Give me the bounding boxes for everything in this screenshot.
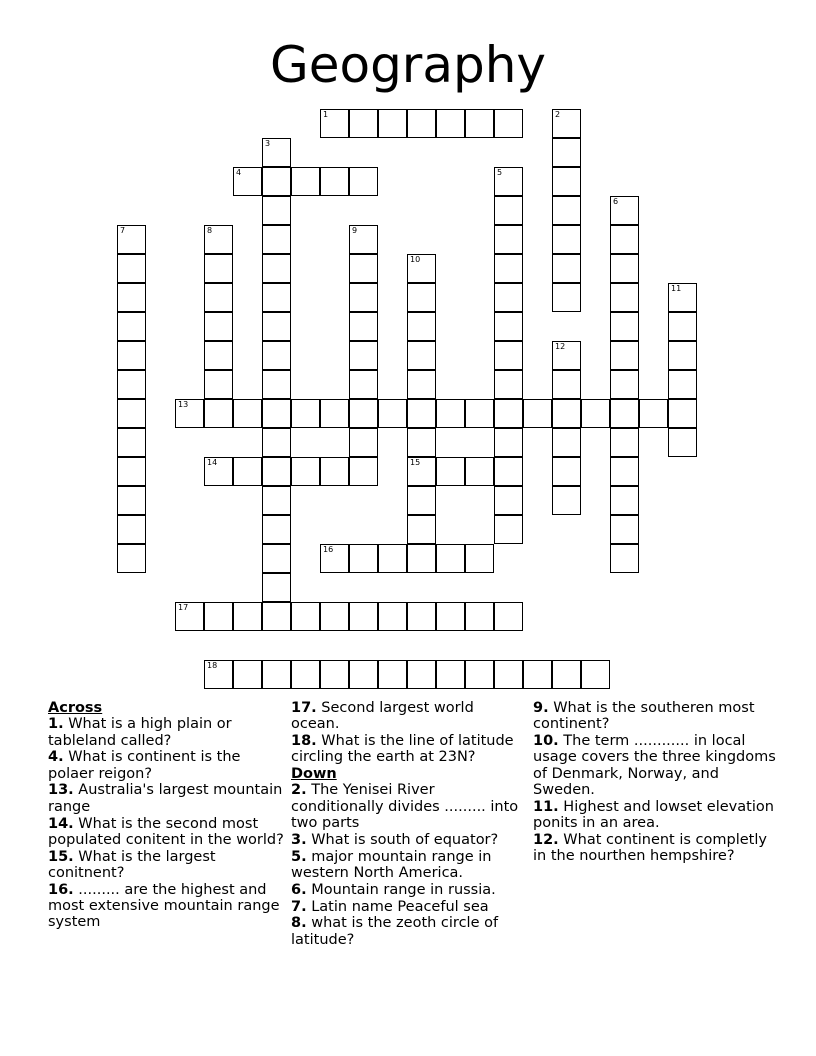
grid-cell[interactable]: [407, 254, 436, 283]
grid-cell[interactable]: [291, 167, 320, 196]
grid-cell[interactable]: [320, 457, 349, 486]
grid-cell[interactable]: [610, 283, 639, 312]
across-heading: Across: [48, 700, 103, 716]
grid-cell[interactable]: [552, 399, 581, 428]
grid-cell[interactable]: [610, 399, 639, 428]
grid-cell[interactable]: [552, 138, 581, 167]
grid-cell[interactable]: [320, 167, 349, 196]
clue-number: 1.: [48, 716, 64, 733]
clue-number: 16.: [48, 881, 74, 898]
across-clue: [291, 733, 525, 766]
grid-cell[interactable]: [233, 399, 262, 428]
grid-cell[interactable]: [175, 399, 204, 428]
grid-cell[interactable]: [494, 109, 523, 138]
grid-cell[interactable]: [349, 660, 378, 689]
grid-cell[interactable]: [552, 225, 581, 254]
grid-cell[interactable]: [407, 602, 436, 631]
grid-cell[interactable]: [320, 602, 349, 631]
clue-number: 14.: [48, 815, 74, 832]
grid-cell[interactable]: [523, 399, 552, 428]
grid-cell[interactable]: [494, 399, 523, 428]
grid-cell[interactable]: [291, 457, 320, 486]
grid-cell[interactable]: [552, 167, 581, 196]
across-clue: [48, 749, 285, 782]
grid-cell[interactable]: [494, 370, 523, 399]
grid-cell[interactable]: [349, 109, 378, 138]
grid-cell[interactable]: [552, 196, 581, 225]
grid-cell[interactable]: [494, 602, 523, 631]
down-heading: Down: [291, 766, 337, 783]
grid-cell[interactable]: [465, 109, 494, 138]
grid-cell[interactable]: [610, 312, 639, 341]
clue-number: 18.: [291, 733, 317, 750]
grid-cell[interactable]: [349, 341, 378, 370]
clue-number: 8.: [291, 915, 307, 932]
down-clue: [291, 849, 525, 882]
clues-section: [48, 700, 788, 1000]
cell-number: 6: [613, 197, 619, 206]
grid-cell[interactable]: [262, 515, 291, 544]
cell-number: 11: [671, 284, 682, 293]
down-clue: [533, 832, 783, 865]
grid-cell[interactable]: [204, 370, 233, 399]
clue-number: 5.: [291, 848, 307, 865]
grid-cell[interactable]: [262, 428, 291, 457]
grid-cell[interactable]: [610, 196, 639, 225]
grid-cell[interactable]: [436, 457, 465, 486]
clue-text: ......... are the highest and most extensive mountain range system: [48, 881, 280, 931]
grid-cell[interactable]: [117, 515, 146, 544]
grid-cell[interactable]: [494, 312, 523, 341]
clue-number: 2.: [291, 782, 307, 799]
grid-cell[interactable]: [668, 283, 697, 312]
grid-cell[interactable]: [204, 225, 233, 254]
grid-cell[interactable]: [523, 660, 552, 689]
grid-cell[interactable]: [581, 399, 610, 428]
grid-cell[interactable]: [610, 544, 639, 573]
grid-cell[interactable]: [494, 660, 523, 689]
grid-cell[interactable]: [436, 544, 465, 573]
grid-cell[interactable]: [262, 138, 291, 167]
grid-cell[interactable]: [262, 660, 291, 689]
clue-number: 7.: [291, 898, 307, 915]
grid-cell[interactable]: [581, 660, 610, 689]
grid-cell[interactable]: [407, 660, 436, 689]
grid-cell[interactable]: [465, 660, 494, 689]
grid-cell[interactable]: [407, 109, 436, 138]
grid-cell[interactable]: [117, 544, 146, 573]
down-clue: [533, 733, 783, 798]
cell-number: 2: [555, 110, 561, 119]
grid-cell[interactable]: [349, 428, 378, 457]
grid-cell[interactable]: [117, 370, 146, 399]
down-clue: [291, 899, 525, 915]
grid-cell[interactable]: [668, 370, 697, 399]
clue-text: Latin name Peaceful sea: [306, 898, 489, 915]
grid-cell[interactable]: [552, 486, 581, 515]
across-clue: [48, 816, 285, 849]
grid-cell[interactable]: [349, 399, 378, 428]
cell-number: 13: [178, 400, 189, 409]
grid-cell[interactable]: [117, 486, 146, 515]
grid-cell[interactable]: [262, 167, 291, 196]
grid-cell[interactable]: [320, 544, 349, 573]
cell-number: 8: [207, 226, 213, 235]
cell-number: 12: [555, 342, 566, 351]
grid-cell[interactable]: [378, 660, 407, 689]
clue-number: 10.: [533, 733, 559, 750]
clue-text: What is continent is the polaer reigon?: [48, 749, 241, 782]
grid-cell[interactable]: [175, 602, 204, 631]
grid-cell[interactable]: [291, 399, 320, 428]
clue-number: 11.: [533, 798, 559, 815]
cell-number: 1: [323, 110, 329, 119]
grid-cell[interactable]: [552, 283, 581, 312]
grid-cell[interactable]: [494, 428, 523, 457]
grid-cell[interactable]: [465, 544, 494, 573]
grid-cell[interactable]: [407, 486, 436, 515]
clue-text: what is the zeoth circle of latitude?: [291, 915, 499, 948]
grid-cell[interactable]: [668, 399, 697, 428]
down-clue: [291, 882, 525, 898]
grid-cell[interactable]: [117, 428, 146, 457]
across-clue: [48, 716, 285, 749]
grid-cell[interactable]: [610, 341, 639, 370]
grid-cell[interactable]: [204, 283, 233, 312]
grid-cell[interactable]: [204, 457, 233, 486]
grid-cell[interactable]: [552, 660, 581, 689]
grid-cell[interactable]: [552, 254, 581, 283]
grid-cell[interactable]: [262, 312, 291, 341]
clue-number: 9.: [533, 700, 549, 716]
grid-cell[interactable]: [291, 660, 320, 689]
grid-cell[interactable]: [262, 399, 291, 428]
grid-cell[interactable]: [204, 602, 233, 631]
clue-text: What is south of equator?: [306, 831, 499, 848]
grid-cell[interactable]: [349, 283, 378, 312]
clue-text: What continent is completly in the nourthen hempshire?: [533, 831, 767, 865]
grid-cell[interactable]: [262, 602, 291, 631]
grid-cell[interactable]: [378, 399, 407, 428]
grid-cell[interactable]: [262, 196, 291, 225]
grid-cell[interactable]: [436, 399, 465, 428]
grid-cell[interactable]: [291, 602, 320, 631]
grid-cell[interactable]: [610, 486, 639, 515]
cell-number: 9: [352, 226, 358, 235]
cell-number: 17: [178, 603, 189, 612]
grid-cell[interactable]: [320, 660, 349, 689]
grid-cell[interactable]: [204, 341, 233, 370]
grid-cell[interactable]: [117, 341, 146, 370]
clue-text: major mountain range in western North America.: [291, 848, 492, 881]
grid-cell[interactable]: [407, 515, 436, 544]
grid-cell[interactable]: [494, 515, 523, 544]
grid-cell[interactable]: [668, 312, 697, 341]
grid-cell[interactable]: [233, 660, 262, 689]
grid-cell[interactable]: [494, 167, 523, 196]
puzzle-title: Geography: [269, 36, 547, 94]
grid-cell[interactable]: [407, 312, 436, 341]
grid-cell[interactable]: [407, 428, 436, 457]
grid-cell[interactable]: [204, 660, 233, 689]
grid-cell[interactable]: [407, 457, 436, 486]
grid-cell[interactable]: [349, 312, 378, 341]
grid-cell[interactable]: [349, 254, 378, 283]
down-clue: [291, 832, 525, 848]
grid-cell[interactable]: [262, 370, 291, 399]
grid-cell[interactable]: [262, 486, 291, 515]
cell-number: 14: [207, 458, 218, 467]
grid-cell[interactable]: [494, 225, 523, 254]
clue-number: 12.: [533, 831, 559, 848]
clue-number: 3.: [291, 831, 307, 848]
grid-cell[interactable]: [610, 370, 639, 399]
grid-cell[interactable]: [233, 457, 262, 486]
grid-cell[interactable]: [494, 341, 523, 370]
grid-cell[interactable]: [465, 457, 494, 486]
grid-cell[interactable]: [378, 602, 407, 631]
grid-cell[interactable]: [262, 544, 291, 573]
grid-cell[interactable]: [204, 399, 233, 428]
grid-cell[interactable]: [552, 428, 581, 457]
grid-cell[interactable]: [407, 399, 436, 428]
grid-cell[interactable]: [465, 602, 494, 631]
grid-cell[interactable]: [320, 399, 349, 428]
clue-text: What is the largest conitnent?: [48, 848, 216, 881]
clues-column-2: [291, 700, 533, 1000]
grid-cell[interactable]: [436, 109, 465, 138]
down-clue: [533, 799, 783, 832]
grid-cell[interactable]: [610, 428, 639, 457]
grid-cell[interactable]: [349, 167, 378, 196]
down-clue: [291, 782, 525, 831]
grid-cell[interactable]: [262, 573, 291, 602]
clues-column-3: [533, 700, 783, 1000]
clue-text: The Yenisei River conditionally divides ......... into two parts: [291, 782, 519, 832]
grid-cell[interactable]: [552, 109, 581, 138]
grid-cell[interactable]: [378, 109, 407, 138]
grid-cell[interactable]: [117, 283, 146, 312]
grid-cell[interactable]: [494, 283, 523, 312]
grid-cell[interactable]: [262, 283, 291, 312]
clue-number: 17.: [291, 700, 317, 716]
grid-cell[interactable]: [610, 515, 639, 544]
grid-cell[interactable]: [552, 457, 581, 486]
grid-cell[interactable]: [668, 428, 697, 457]
grid-cell[interactable]: [262, 225, 291, 254]
clue-number: 13.: [48, 782, 74, 799]
cell-number: 3: [265, 139, 271, 148]
across-clue: [48, 849, 285, 882]
grid-cell[interactable]: [407, 283, 436, 312]
grid-cell[interactable]: [349, 602, 378, 631]
grid-cell[interactable]: [349, 544, 378, 573]
grid-cell[interactable]: [610, 457, 639, 486]
grid-cell[interactable]: [262, 457, 291, 486]
grid-cell[interactable]: [407, 370, 436, 399]
clue-text: Australia's largest mountain range: [48, 782, 283, 815]
grid-cell[interactable]: [117, 399, 146, 428]
grid-cell[interactable]: [639, 399, 668, 428]
grid-cell[interactable]: [233, 602, 262, 631]
cell-number: 5: [497, 168, 503, 177]
grid-cell[interactable]: [407, 341, 436, 370]
cell-number: 16: [323, 545, 334, 554]
grid-cell[interactable]: [233, 167, 262, 196]
grid-cell[interactable]: [262, 341, 291, 370]
grid-cell[interactable]: [349, 370, 378, 399]
down-clue: [291, 915, 525, 948]
grid-cell[interactable]: [349, 225, 378, 254]
down-clue: [533, 700, 783, 733]
clue-text: Mountain range in russia.: [306, 881, 496, 898]
grid-cell[interactable]: [117, 457, 146, 486]
grid-cell[interactable]: [204, 254, 233, 283]
clues-column-1: [48, 700, 291, 1000]
clue-text: What is the line of latitude circling the earth at 23N?: [291, 733, 514, 766]
grid-cell[interactable]: [436, 602, 465, 631]
across-clue: [48, 882, 285, 931]
grid-cell[interactable]: [436, 660, 465, 689]
grid-cell[interactable]: [407, 544, 436, 573]
grid-cell[interactable]: [378, 544, 407, 573]
grid-cell[interactable]: [320, 109, 349, 138]
grid-cell[interactable]: [349, 457, 378, 486]
grid-cell[interactable]: [610, 225, 639, 254]
grid-cell[interactable]: [668, 341, 697, 370]
grid-cell[interactable]: [465, 399, 494, 428]
grid-cell[interactable]: [204, 312, 233, 341]
grid-cell[interactable]: [117, 225, 146, 254]
grid-cell[interactable]: [494, 457, 523, 486]
clue-number: 4.: [48, 749, 64, 766]
grid-cell[interactable]: [552, 341, 581, 370]
clue-text: What is a high plain or tableland called?: [48, 716, 232, 749]
grid-cell[interactable]: [117, 312, 146, 341]
clue-text: What is the second most populated conitent in the world?: [48, 815, 284, 848]
grid-cell[interactable]: [494, 254, 523, 283]
clue-text: The term ............ in local usage covers the three kingdoms of Denmark, Norway, and Sweden.: [533, 733, 776, 798]
grid-cell[interactable]: [552, 370, 581, 399]
grid-cell[interactable]: [494, 486, 523, 515]
across-clue: [291, 700, 525, 733]
cell-number: 7: [120, 226, 126, 235]
cell-number: 4: [236, 168, 242, 177]
grid-cell[interactable]: [117, 254, 146, 283]
clue-text: Second largest world ocean.: [291, 700, 474, 733]
grid-cell[interactable]: [610, 254, 639, 283]
grid-cell[interactable]: [494, 196, 523, 225]
cell-number: 15: [410, 458, 421, 467]
cell-number: 10: [410, 255, 421, 264]
clue-text: Highest and lowset elevation ponits in an area.: [533, 798, 774, 832]
grid-cell[interactable]: [262, 254, 291, 283]
cell-number: 18: [207, 661, 218, 670]
clue-number: 6.: [291, 881, 307, 898]
clue-number: 15.: [48, 848, 74, 865]
clue-text: What is the southeren most continent?: [533, 700, 755, 733]
across-clue: [48, 782, 285, 815]
